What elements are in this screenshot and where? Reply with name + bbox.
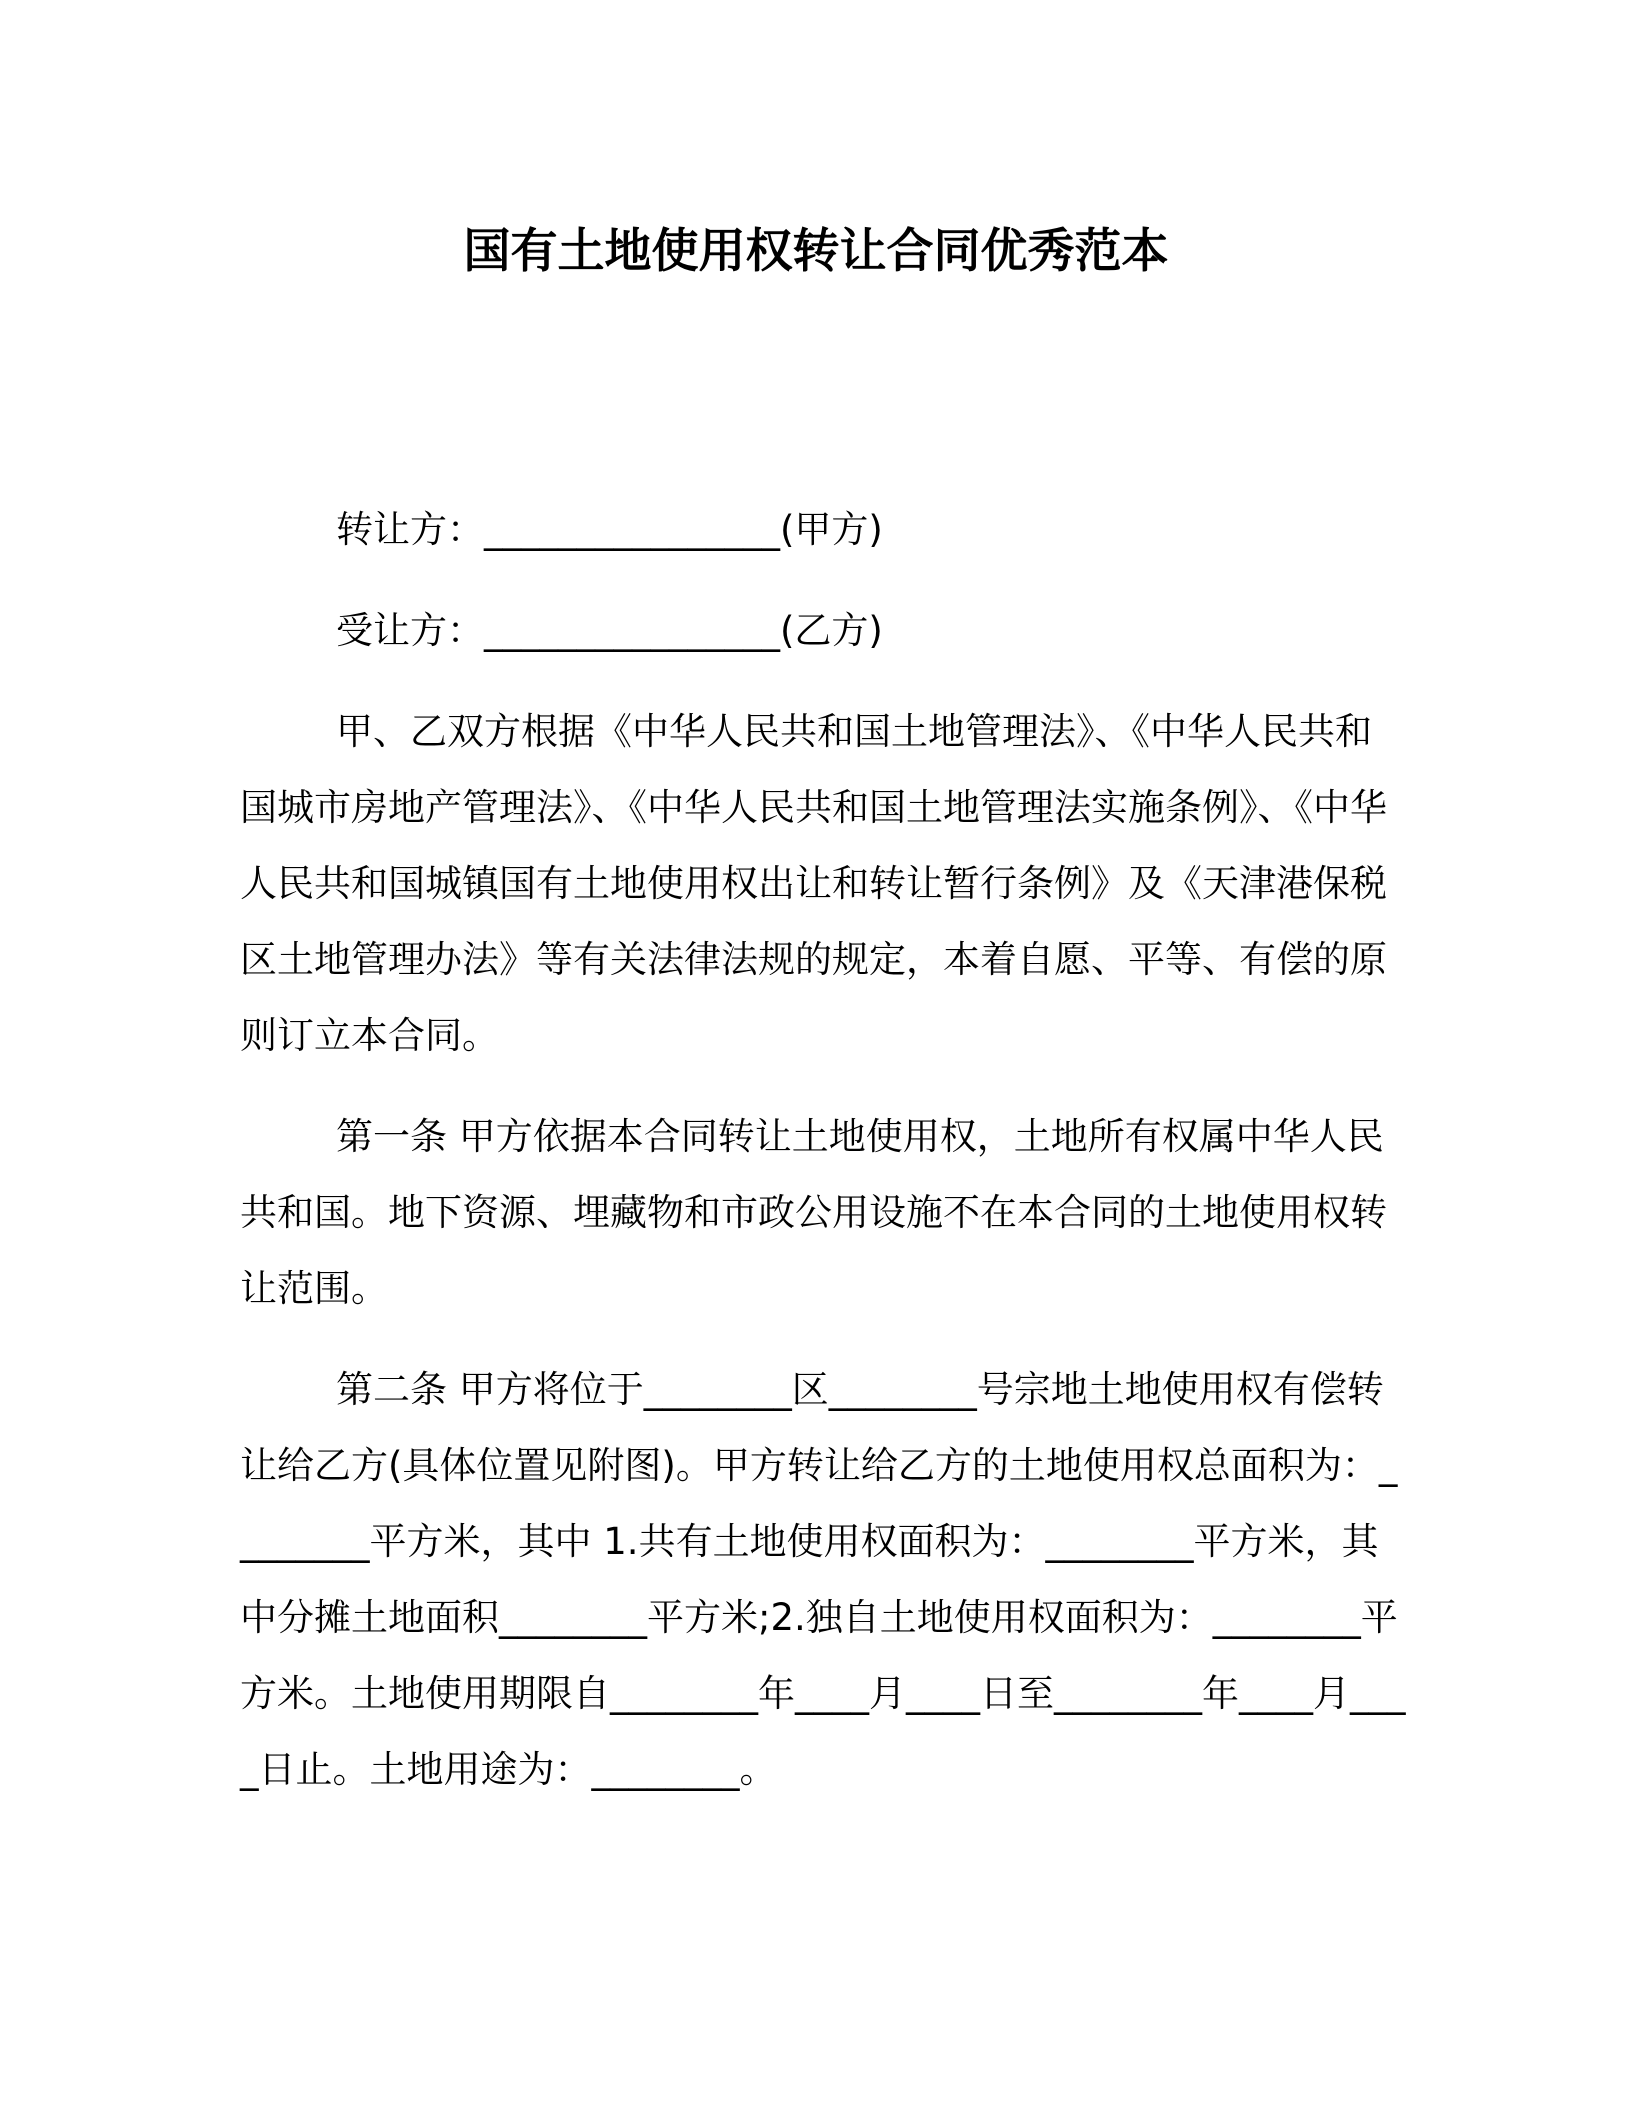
transferor-line: 转让方：________________(甲方): [336, 508, 883, 551]
article-2-paragraph: 第二条 甲方将位于________区________号宗地土地使用权有偿转让给乙方(具体位置见附图)。甲方转让给乙方的土地使用权总面积为：________平方米，其中 1.共有土地使用权面积为：________平方米，其中分摊土地面积________平方米;2.独自土地使用权面积为：________平方米。土地使用期限自________年____月____日至________年____月____日止。土地用途为：________。: [240, 1368, 1406, 1791]
document-body: [240, 492, 1408, 1833]
preamble-paragraph: 甲、乙双方根据《中华人民共和国土地管理法》、《中华人民共和国城市房地产管理法》、《中华人民共和国土地管理法实施条例》、《中华人民共和国城镇国有土地使用权出让和转让暂行条例》及《天津港保税区土地管理办法》等有关法律法规的规定，本着自愿、平等、有偿的原则订立本合同。: [240, 710, 1387, 1057]
transferee-line: 受让方：________________(乙方): [336, 609, 883, 652]
article-1-paragraph: 第一条 甲方依据本合同转让土地使用权，土地所有权属中华人民共和国。地下资源、埋藏物和市政公用设施不在本合同的土地使用权转让范围。: [240, 1115, 1387, 1310]
document-title: 国有土地使用权转让合同优秀范本: [463, 224, 1169, 279]
